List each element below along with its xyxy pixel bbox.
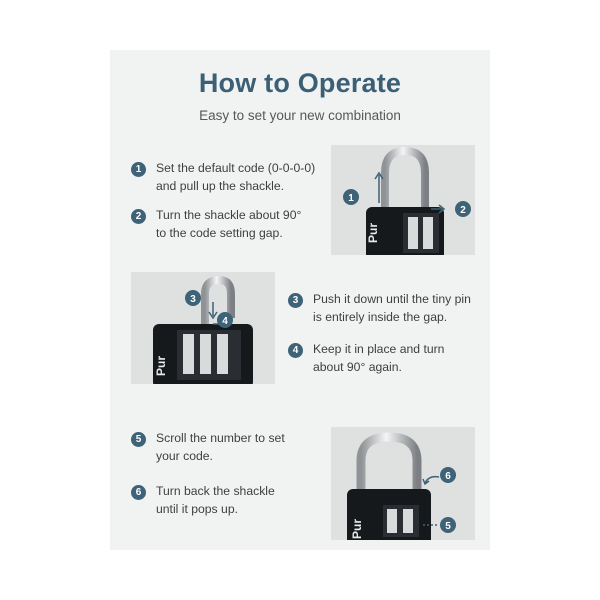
- step-4-badge: 4: [288, 343, 303, 358]
- step-4-text: Keep it in place and turn about 90° again.: [313, 342, 445, 374]
- brand-text-2: Pur: [154, 355, 168, 376]
- step-3-text: Push it down until the tiny pin is entirely inside the gap.: [313, 292, 471, 324]
- svg-text:6: 6: [445, 471, 451, 482]
- step-2-text: Turn the shackle about 90° to the code setting gap.: [156, 208, 302, 240]
- step-5-badge: 5: [131, 432, 146, 447]
- brand-text-1: Pur: [366, 222, 380, 243]
- page-title: How to Operate: [198, 68, 402, 98]
- svg-text:3: 3: [190, 294, 196, 305]
- svg-text:1: 1: [348, 193, 354, 204]
- step-3-badge: 3: [288, 293, 303, 308]
- brand-text-3: Pur: [350, 518, 364, 539]
- lock-photo-3: [331, 427, 475, 540]
- step-6-text: Turn back the shackle until it pops up.: [156, 484, 275, 516]
- lock-photo-1: [331, 145, 475, 255]
- step-1-text: Set the default code (0-0-0-0) and pull up the shackle.: [156, 161, 316, 193]
- step-2-badge: 2: [131, 209, 146, 224]
- step-6-badge: 6: [131, 485, 146, 500]
- svg-text:5: 5: [445, 521, 451, 532]
- svg-text:4: 4: [222, 316, 228, 327]
- svg-text:2: 2: [460, 205, 466, 216]
- step-5-text: Scroll the number to set your code.: [156, 431, 285, 463]
- step-1-badge: 1: [131, 162, 146, 177]
- lock-photo-2: [131, 272, 275, 384]
- page-subtitle: Easy to set your new combination: [199, 108, 401, 123]
